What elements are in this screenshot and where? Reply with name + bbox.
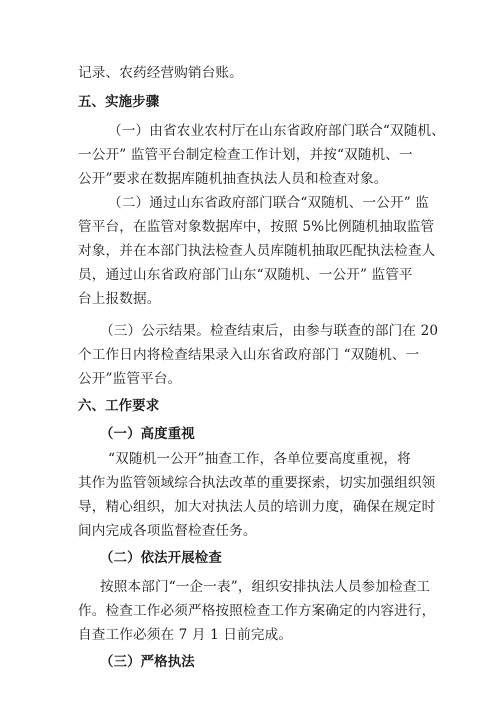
paragraph-line: 间内完成各项监督检查任务。 <box>78 523 257 539</box>
paragraph-line: 公开”监管平台。 <box>78 371 182 387</box>
paragraph-line: 其作为监管领域综合执法改革的重要探索，切实加强组织领 <box>78 475 436 491</box>
paragraph-line: 导，精心组织，加大对执法人员的培训力度，确保在规定时 <box>78 499 436 515</box>
subsection-heading: （三）严格执法 <box>100 655 195 670</box>
paragraph-line: （一）由省农业农村厅在山东省政府部门联合“双随机、 <box>108 123 445 139</box>
section-heading: 五、实施步骤 <box>78 95 160 110</box>
paragraph-line: 按照本部门“一企一表”，组织安排执法人员参加检查工 <box>100 579 431 595</box>
paragraph-line: 一公开” 监管平台制定检查工作计划，并按“双随机、一 <box>78 147 413 163</box>
paragraph-line: 作。检查工作必须严格按照检查工作方案确定的内容进行， <box>78 603 436 619</box>
paragraph-line: （三）公示结果。检查结束后，由参与联查的部门在 20 <box>100 323 439 339</box>
paragraph-line: （二）通过山东省政府部门联合“双随机、一公开” 监 <box>108 195 430 211</box>
paragraph-line: 台上报数据。 <box>78 291 161 307</box>
paragraph-line: 记录、农药经营购销台账。 <box>78 65 243 81</box>
section-heading: 六、工作要求 <box>78 399 160 414</box>
paragraph-line: 个工作日内将检查结果录入山东省政府部门 “双随机、一 <box>78 347 420 363</box>
paragraph-line: “双随机一公开”抽查工作，各单位要高度重视，将 <box>108 451 411 467</box>
paragraph-line: 员，通过山东省政府部门山东“双随机、一公开” 监管平 <box>78 267 413 283</box>
paragraph-line: 公开”要求在数据库随机抽查执法人员和检查对象。 <box>78 171 388 187</box>
paragraph-line: 管平台，在监管对象数据库中，按照 5%比例随机抽取监管 <box>78 219 435 235</box>
subsection-heading: （二）依法开展检查 <box>100 551 222 566</box>
subsection-heading: （一）高度重视 <box>100 427 195 442</box>
paragraph-line: 自查工作必须在 7 月 1 日前完成。 <box>78 627 293 643</box>
paragraph-line: 对象，并在本部门执法检查人员库随机抽取匹配执法检查人 <box>78 243 436 259</box>
